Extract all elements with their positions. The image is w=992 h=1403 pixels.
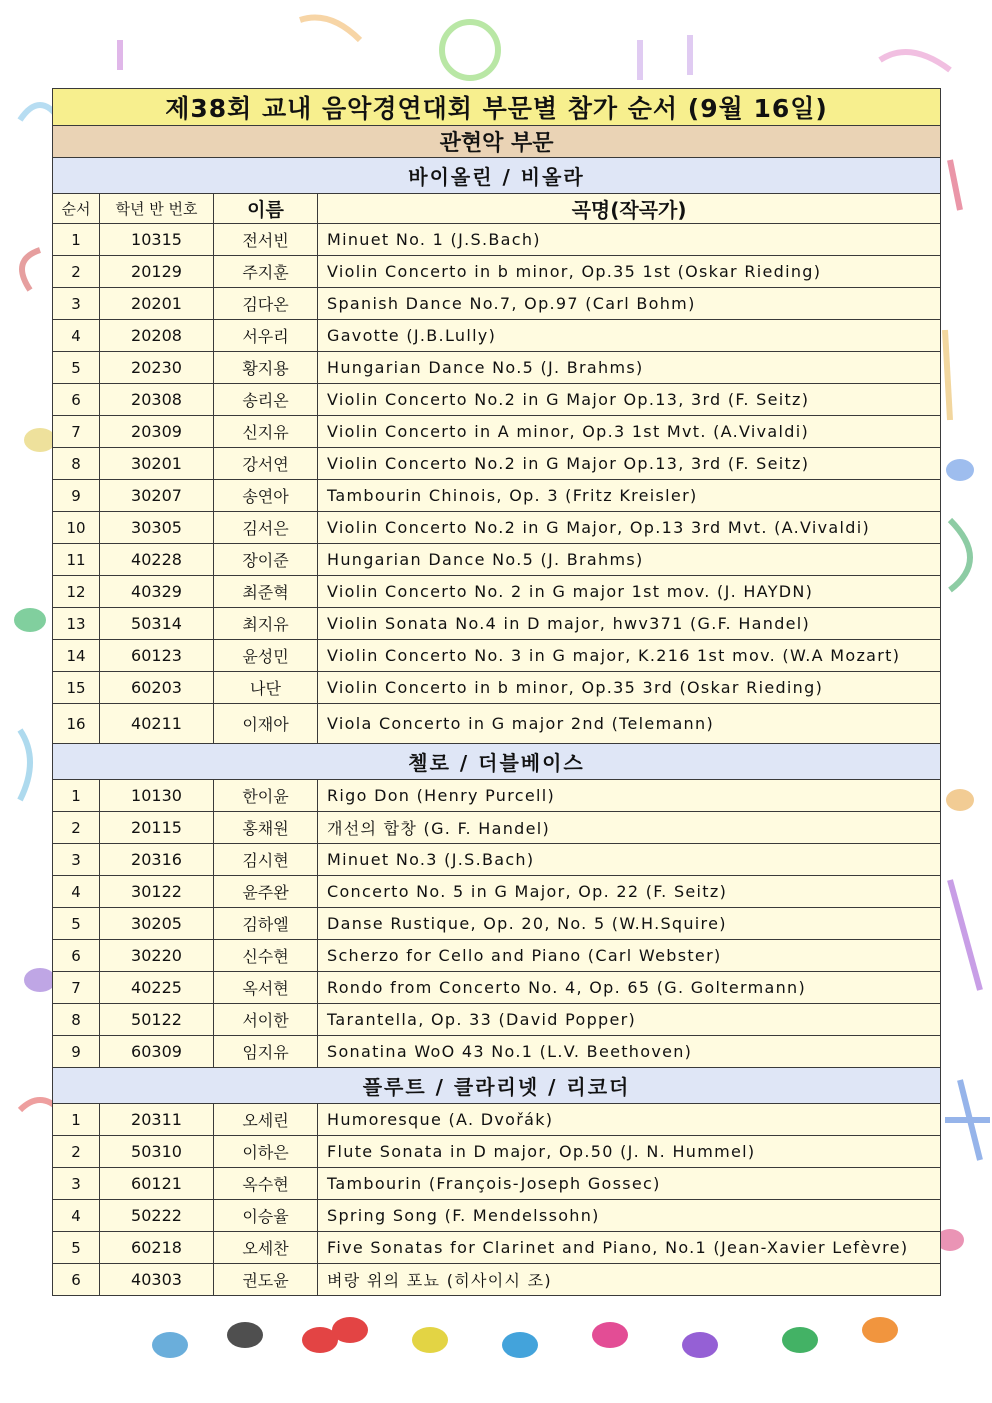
- table-row: [53, 224, 941, 256]
- name-cell: 옥수현: [214, 1168, 318, 1200]
- name-cell: 황지용: [214, 352, 318, 384]
- order-cell: 13: [53, 608, 100, 640]
- piece-cell: Violin Concerto No.2 in G Major Op.13, 3rd (F. Seitz): [318, 448, 941, 480]
- table-row: [53, 608, 941, 640]
- order-cell: 2: [53, 256, 100, 288]
- student-id-cell: 60218: [100, 1232, 214, 1264]
- section-title: 첼로 / 더블베이스: [53, 744, 941, 780]
- student-id-cell: 20316: [100, 844, 214, 876]
- student-id-cell: 50314: [100, 608, 214, 640]
- order-cell: 1: [53, 780, 100, 812]
- piece-cell: Spring Song (F. Mendelssohn): [318, 1200, 941, 1232]
- student-id-cell: 20115: [100, 812, 214, 844]
- name-cell: 서이한: [214, 1004, 318, 1036]
- order-cell: 3: [53, 288, 100, 320]
- student-id-cell: 50310: [100, 1136, 214, 1168]
- student-id-cell: 20311: [100, 1104, 214, 1136]
- order-cell: 4: [53, 1200, 100, 1232]
- piece-cell: Viola Concerto in G major 2nd (Telemann): [318, 704, 941, 744]
- table-row: [53, 1232, 941, 1264]
- category-title: 관현악 부문: [53, 126, 941, 158]
- piece-cell: Violin Concerto No. 2 in G major 1st mov. (J. HAYDN): [318, 576, 941, 608]
- order-cell: 4: [53, 320, 100, 352]
- name-cell: 신수현: [214, 940, 318, 972]
- name-cell: 서우리: [214, 320, 318, 352]
- table-row: [53, 384, 941, 416]
- piece-cell: Violin Concerto No.2 in G Major Op.13, 3rd (F. Seitz): [318, 384, 941, 416]
- table-row: [53, 1036, 941, 1068]
- order-cell: 8: [53, 1004, 100, 1036]
- piece-cell: Scherzo for Cello and Piano (Carl Webster): [318, 940, 941, 972]
- section-title: 바이올린 / 비올라: [53, 158, 941, 194]
- table-row: [53, 844, 941, 876]
- name-cell: 김하엘: [214, 908, 318, 940]
- order-cell: 10: [53, 512, 100, 544]
- name-cell: 전서빈: [214, 224, 318, 256]
- competition-schedule: [52, 88, 940, 1296]
- name-cell: 한이윤: [214, 780, 318, 812]
- piece-cell: Violin Concerto No. 3 in G major, K.216 1st mov. (W.A Mozart): [318, 640, 941, 672]
- piece-cell: Hungarian Dance No.5 (J. Brahms): [318, 352, 941, 384]
- name-cell: 김서은: [214, 512, 318, 544]
- student-id-cell: 20129: [100, 256, 214, 288]
- piece-cell: Hungarian Dance No.5 (J. Brahms): [318, 544, 941, 576]
- order-cell: 7: [53, 416, 100, 448]
- name-cell: 윤주완: [214, 876, 318, 908]
- table-row: [53, 704, 941, 744]
- table-row: [53, 448, 941, 480]
- table-row: [53, 1104, 941, 1136]
- piece-cell: Tarantella, Op. 33 (David Popper): [318, 1004, 941, 1036]
- piece-cell: Flute Sonata in D major, Op.50 (J. N. Hummel): [318, 1136, 941, 1168]
- section-row: [53, 1068, 941, 1104]
- order-cell: 5: [53, 352, 100, 384]
- name-cell: 이재아: [214, 704, 318, 744]
- student-id-cell: 40211: [100, 704, 214, 744]
- piece-cell: Danse Rustique, Op. 20, No. 5 (W.H.Squire): [318, 908, 941, 940]
- piece-cell: Violin Concerto in b minor, Op.35 3rd (Oskar Rieding): [318, 672, 941, 704]
- name-cell: 주지훈: [214, 256, 318, 288]
- order-cell: 9: [53, 480, 100, 512]
- table-row: [53, 640, 941, 672]
- order-cell: 4: [53, 876, 100, 908]
- name-cell: 강서연: [214, 448, 318, 480]
- name-cell: 오세찬: [214, 1232, 318, 1264]
- order-cell: 8: [53, 448, 100, 480]
- student-id-cell: 10130: [100, 780, 214, 812]
- student-id-cell: 50222: [100, 1200, 214, 1232]
- student-id-cell: 40329: [100, 576, 214, 608]
- piece-cell: Violin Concerto in b minor, Op.35 1st (Oskar Rieding): [318, 256, 941, 288]
- table-row: [53, 480, 941, 512]
- name-cell: 최준혁: [214, 576, 318, 608]
- piece-cell: Five Sonatas for Clarinet and Piano, No.1 (Jean-Xavier Lefèvre): [318, 1232, 941, 1264]
- table-row: [53, 908, 941, 940]
- order-cell: 2: [53, 812, 100, 844]
- piece-cell: Minuet No.3 (J.S.Bach): [318, 844, 941, 876]
- order-cell: 11: [53, 544, 100, 576]
- table-row: [53, 576, 941, 608]
- order-cell: 3: [53, 844, 100, 876]
- student-id-cell: 30207: [100, 480, 214, 512]
- header-piece: 곡명(작곡가): [318, 194, 941, 224]
- order-cell: 5: [53, 1232, 100, 1264]
- student-id-cell: 30305: [100, 512, 214, 544]
- piece-cell: Humoresque (A. Dvořák): [318, 1104, 941, 1136]
- order-cell: 5: [53, 908, 100, 940]
- piece-cell: Sonatina WoO 43 No.1 (L.V. Beethoven): [318, 1036, 941, 1068]
- page-title: 제38회 교내 음악경연대회 부문별 참가 순서 (9월 16일): [53, 89, 941, 126]
- student-id-cell: 20201: [100, 288, 214, 320]
- student-id-cell: 40303: [100, 1264, 214, 1296]
- name-cell: 홍채원: [214, 812, 318, 844]
- table-row: [53, 256, 941, 288]
- name-cell: 김다온: [214, 288, 318, 320]
- piece-cell: Spanish Dance No.7, Op.97 (Carl Bohm): [318, 288, 941, 320]
- piece-cell: Rondo from Concerto No. 4, Op. 65 (G. Goltermann): [318, 972, 941, 1004]
- student-id-cell: 60203: [100, 672, 214, 704]
- student-id-cell: 50122: [100, 1004, 214, 1036]
- table-row: [53, 416, 941, 448]
- order-cell: 6: [53, 1264, 100, 1296]
- table-row: [53, 544, 941, 576]
- table-row: [53, 940, 941, 972]
- name-cell: 송연아: [214, 480, 318, 512]
- order-cell: 9: [53, 1036, 100, 1068]
- student-id-cell: 60309: [100, 1036, 214, 1068]
- order-cell: 7: [53, 972, 100, 1004]
- name-cell: 송리온: [214, 384, 318, 416]
- header-order: 순서: [53, 194, 100, 224]
- student-id-cell: 40225: [100, 972, 214, 1004]
- piece-cell: Violin Sonata No.4 in D major, hwv371 (G.F. Handel): [318, 608, 941, 640]
- piece-cell: Tambourin Chinois, Op. 3 (Fritz Kreisler): [318, 480, 941, 512]
- header-row: [53, 194, 941, 224]
- name-cell: 이승율: [214, 1200, 318, 1232]
- order-cell: 14: [53, 640, 100, 672]
- name-cell: 나단: [214, 672, 318, 704]
- order-cell: 2: [53, 1136, 100, 1168]
- student-id-cell: 20230: [100, 352, 214, 384]
- student-id-cell: 30122: [100, 876, 214, 908]
- student-id-cell: 40228: [100, 544, 214, 576]
- table-row: [53, 972, 941, 1004]
- section-title: 플루트 / 클라리넷 / 리코더: [53, 1068, 941, 1104]
- name-cell: 김시현: [214, 844, 318, 876]
- name-cell: 옥서현: [214, 972, 318, 1004]
- student-id-cell: 10315: [100, 224, 214, 256]
- table-row: [53, 512, 941, 544]
- name-cell: 오세린: [214, 1104, 318, 1136]
- name-cell: 최지유: [214, 608, 318, 640]
- piece-cell: Gavotte (J.B.Lully): [318, 320, 941, 352]
- student-id-cell: 60121: [100, 1168, 214, 1200]
- order-cell: 1: [53, 1104, 100, 1136]
- table-row: [53, 1264, 941, 1296]
- piece-cell: Tambourin (François-Joseph Gossec): [318, 1168, 941, 1200]
- order-cell: 3: [53, 1168, 100, 1200]
- section-row: [53, 744, 941, 780]
- table-row: [53, 1004, 941, 1036]
- name-cell: 권도윤: [214, 1264, 318, 1296]
- piece-cell: Violin Concerto in A minor, Op.3 1st Mvt. (A.Vivaldi): [318, 416, 941, 448]
- table-row: [53, 812, 941, 844]
- table-row: [53, 320, 941, 352]
- order-cell: 15: [53, 672, 100, 704]
- student-id-cell: 20308: [100, 384, 214, 416]
- name-cell: 이하은: [214, 1136, 318, 1168]
- order-cell: 16: [53, 704, 100, 744]
- piece-cell: 개선의 합창 (G. F. Handel): [318, 812, 941, 844]
- order-cell: 6: [53, 940, 100, 972]
- piece-cell: Minuet No. 1 (J.S.Bach): [318, 224, 941, 256]
- header-name: 이름: [214, 194, 318, 224]
- student-id-cell: 20309: [100, 416, 214, 448]
- student-id-cell: 30201: [100, 448, 214, 480]
- name-cell: 신지유: [214, 416, 318, 448]
- schedule-table: [52, 88, 941, 1296]
- student-id-cell: 60123: [100, 640, 214, 672]
- table-row: [53, 1200, 941, 1232]
- table-row: [53, 780, 941, 812]
- name-cell: 임지유: [214, 1036, 318, 1068]
- table-row: [53, 672, 941, 704]
- order-cell: 12: [53, 576, 100, 608]
- piece-cell: 벼랑 위의 포뇨 (히사이시 조): [318, 1264, 941, 1296]
- header-student-id: 학년 반 번호: [100, 194, 214, 224]
- name-cell: 윤성민: [214, 640, 318, 672]
- name-cell: 장이준: [214, 544, 318, 576]
- table-row: [53, 288, 941, 320]
- student-id-cell: 30205: [100, 908, 214, 940]
- student-id-cell: 30220: [100, 940, 214, 972]
- student-id-cell: 20208: [100, 320, 214, 352]
- piece-cell: Rigo Don (Henry Purcell): [318, 780, 941, 812]
- table-row: [53, 1168, 941, 1200]
- piece-cell: Violin Concerto No.2 in G Major, Op.13 3rd Mvt. (A.Vivaldi): [318, 512, 941, 544]
- piece-cell: Concerto No. 5 in G Major, Op. 22 (F. Seitz): [318, 876, 941, 908]
- table-row: [53, 1136, 941, 1168]
- order-cell: 6: [53, 384, 100, 416]
- table-row: [53, 352, 941, 384]
- table-row: [53, 876, 941, 908]
- order-cell: 1: [53, 224, 100, 256]
